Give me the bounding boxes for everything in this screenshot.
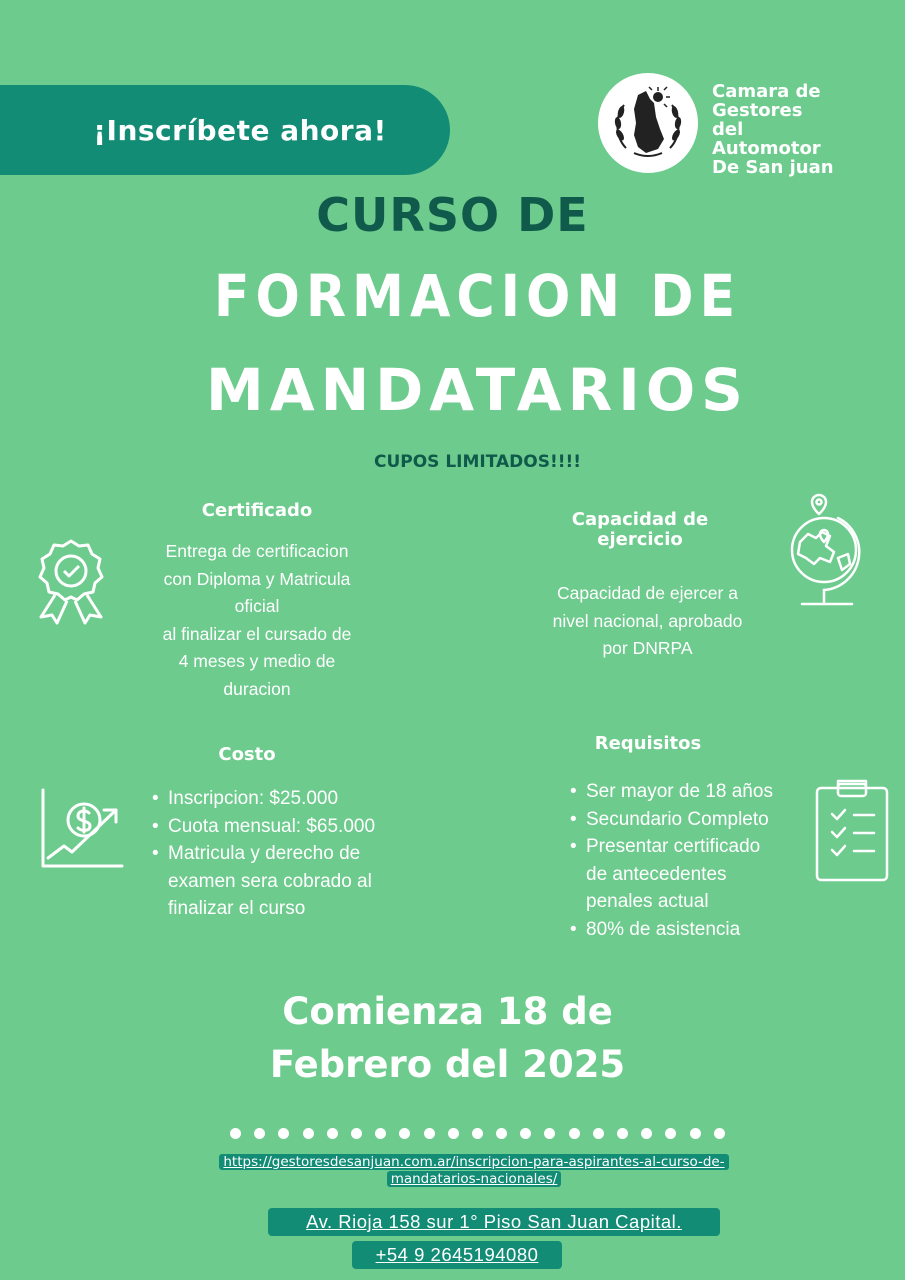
start-date-line: Febrero del 2025 [269,1043,626,1086]
capacidad-heading [540,510,740,550]
limited-seats-notice: CUPOS LIMITADOS!!!! [373,452,581,472]
capacidad-line: por DNRPA [602,638,693,658]
logo-line: Gestores [712,100,803,121]
costo-list [152,785,422,923]
logo-text [712,82,834,177]
capacidad-line: Capacidad de ejercer a [557,583,738,603]
registration-link-line[interactable]: https://gestoresdesanjuan.com.ar/inscripcion-para-aspirantes-al-curso-de- [219,1154,728,1170]
requisitos-list [570,778,810,943]
logo-line: Camara de [712,81,821,102]
dots-divider [230,1124,725,1142]
list-item: de antecedentes [586,863,727,885]
list-item: • Ser mayor de 18 años [570,778,810,806]
certificado-line: con Diploma y Matricula [163,568,351,589]
title-line-1: CURSO DE [316,188,589,242]
list-item: examen sera cobrado al [168,870,372,892]
list-item: • Presentar certificado [570,833,810,861]
certificado-text [127,538,387,703]
logo-emblem [598,73,698,173]
capacidad-heading-line: Capacidad de [571,509,709,530]
list-item: • Inscripcion: $25.000 [152,785,422,813]
money-growth-chart-icon [40,788,124,874]
costo-heading: Costo [218,744,276,765]
capacidad-text [520,580,775,663]
enroll-banner-label: ¡Inscríbete ahora! [93,113,387,147]
enroll-banner[interactable] [0,85,450,175]
logo-line: De San juan [712,157,834,178]
certificado-line: al finalizar el cursado de [162,623,352,644]
certificado-heading: Certificado [201,500,313,521]
title-line-3: MANDATARIOS [206,356,749,424]
coat-of-arms-icon [598,73,698,173]
capacidad-line: nivel nacional, aprobado [552,610,743,631]
list-item: penales actual [586,891,709,912]
award-badge-icon [35,537,107,627]
capacidad-heading-line: ejercicio [597,529,683,550]
certificado-line: oficial [234,596,280,616]
start-date [0,985,895,1091]
phone-link[interactable]: +54 9 2645194080 [352,1241,562,1269]
list-item: • Matricula y derecho de [152,840,422,868]
requisitos-heading: Requisitos [594,733,702,754]
registration-link[interactable] [178,1154,770,1188]
address-link[interactable]: Av. Rioja 158 sur 1° Piso San Juan Capital. [268,1208,720,1236]
globe-pin-icon [786,498,870,612]
certificado-line: duracion [223,678,291,699]
list-item: finalizar el curso [168,898,306,919]
logo-line: del [712,119,744,140]
list-item: • Cuota mensual: $65.000 [152,813,422,841]
list-item: • 80% de asistencia [570,916,810,944]
certificado-line: Entrega de certificacion [165,541,349,561]
start-date-line: Comienza 18 de [282,990,613,1033]
logo-line: Automotor [712,138,821,159]
registration-link-line[interactable]: mandatarios-nacionales/ [387,1171,562,1187]
list-item: • Secundario Completo [570,806,810,834]
title-line-2: FORMACION DE [213,262,742,330]
certificado-line: 4 meses y medio de [178,651,336,671]
checklist-clipboard-icon [814,778,890,886]
